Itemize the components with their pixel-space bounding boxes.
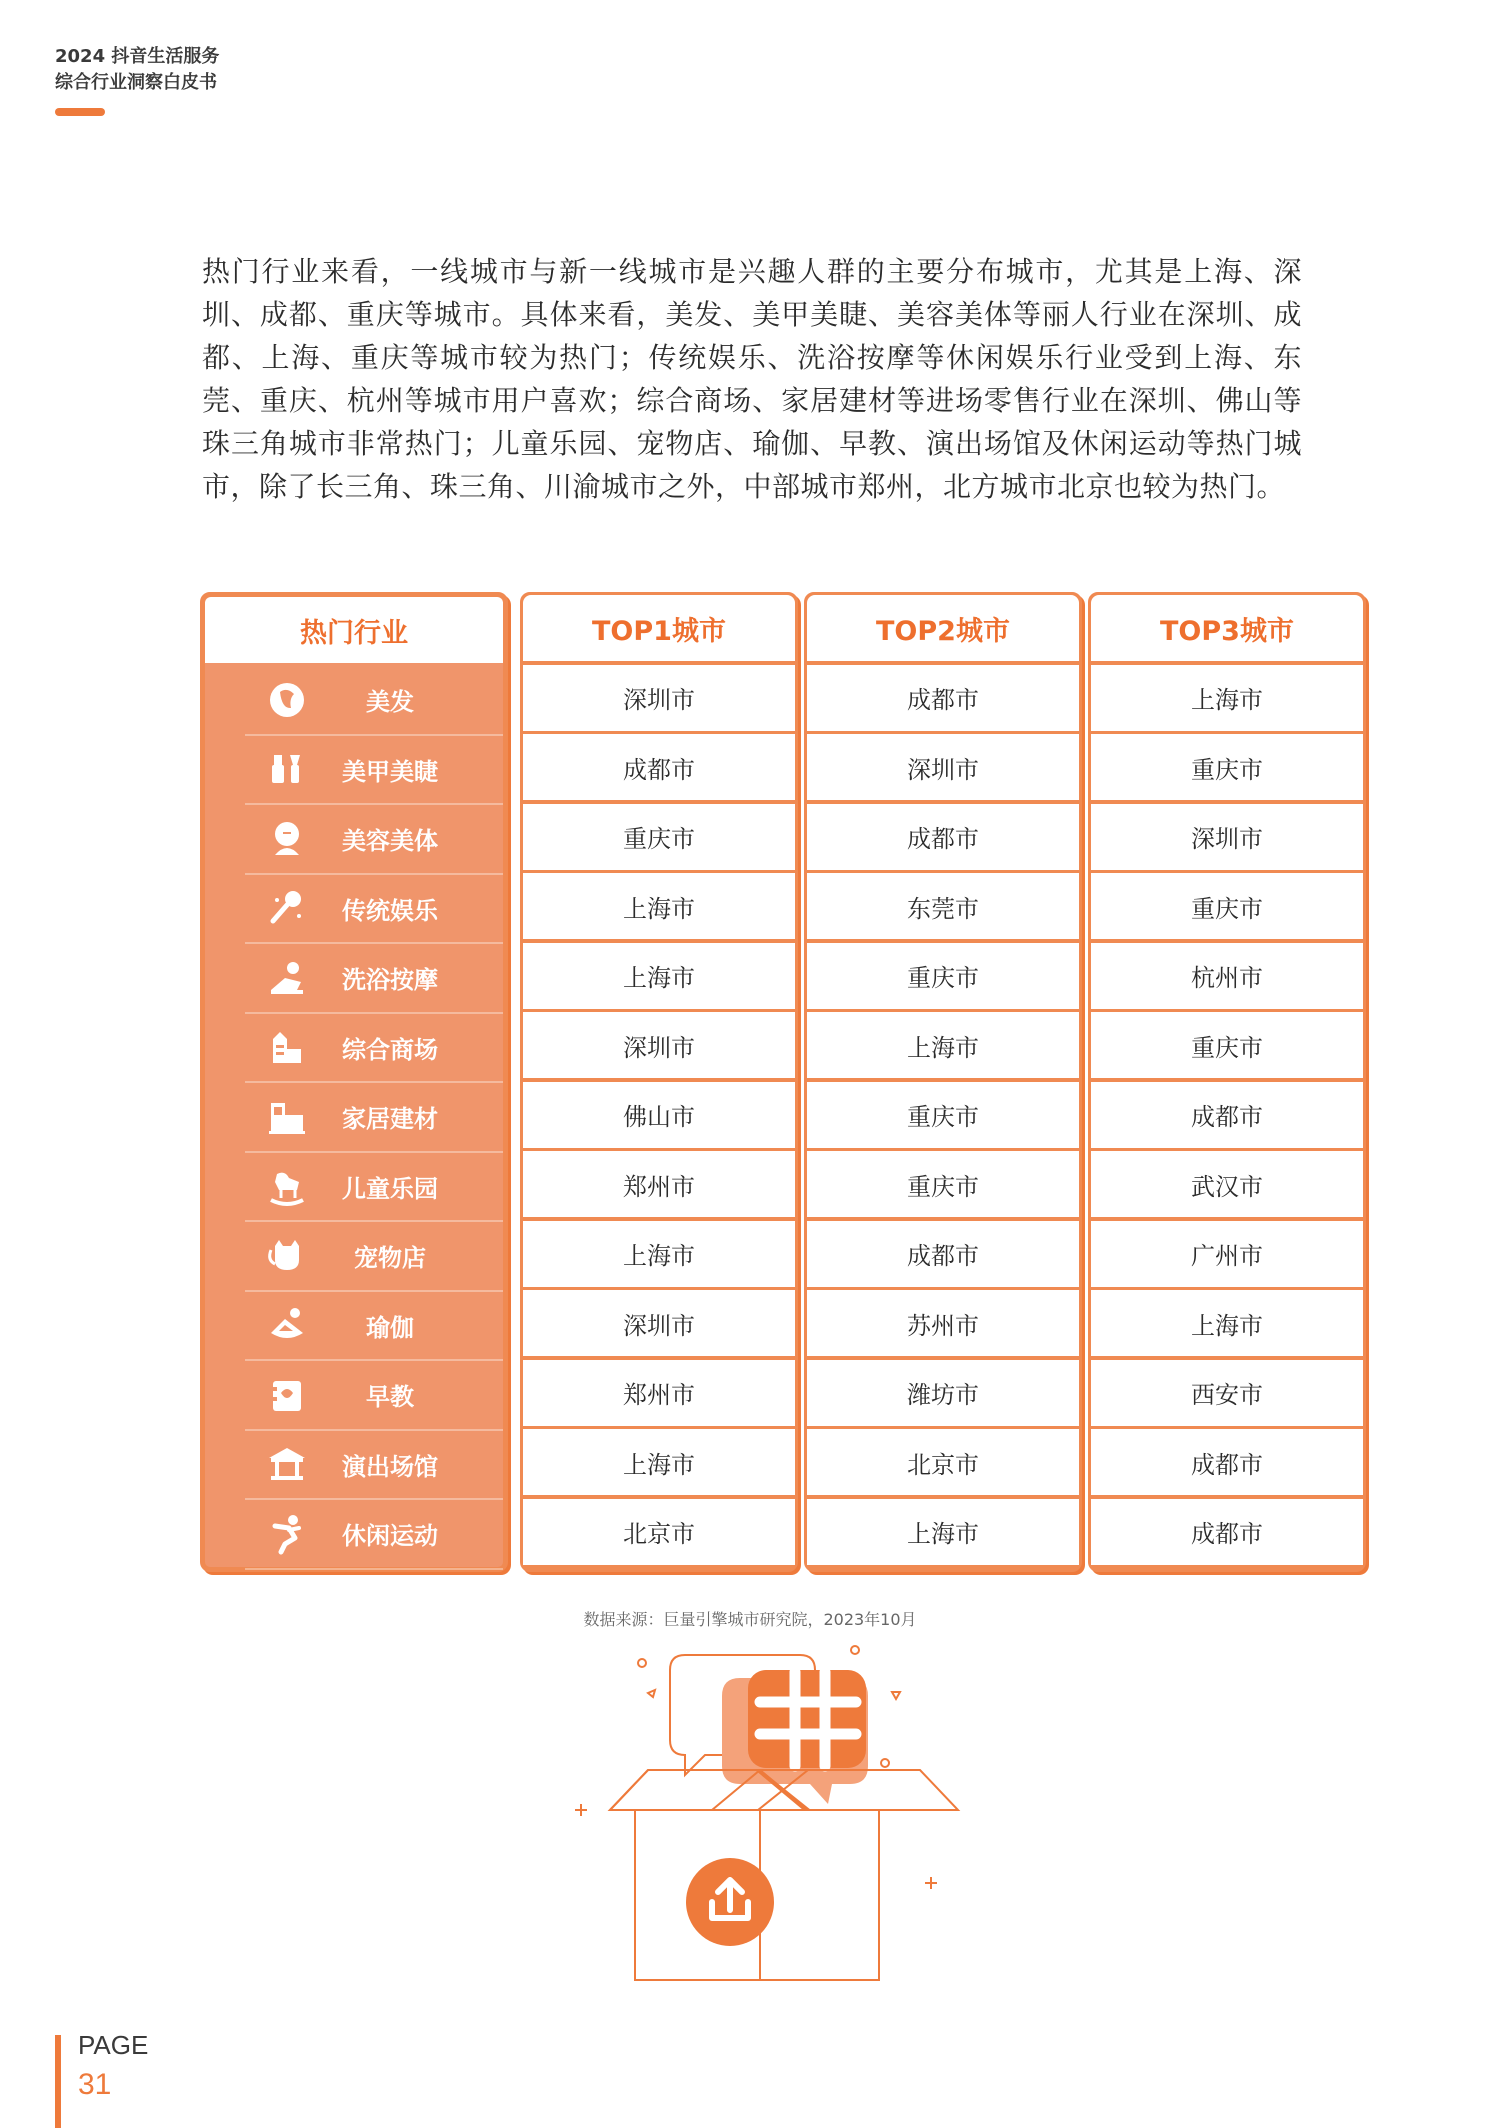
industry-label: 瑜伽 xyxy=(366,1313,414,1342)
top1-city-cell: 上海市 xyxy=(523,873,795,939)
industry-row xyxy=(205,806,503,872)
industry-label: 美容美体 xyxy=(342,827,438,855)
top3-city-cell: 西安市 xyxy=(1091,1360,1363,1426)
top2-city-cell: 潍坊市 xyxy=(807,1360,1079,1426)
industry-label: 美甲美睫 xyxy=(342,757,438,786)
page-number: 31 xyxy=(78,2068,112,2101)
mall-icon xyxy=(265,1025,309,1069)
top3-city-cell: 杭州市 xyxy=(1091,943,1363,1009)
data-source-note: 数据来源：巨量引擎城市研究院，2023年10月 xyxy=(583,1610,917,1629)
industry-row xyxy=(205,1014,503,1080)
top2-city-cell: 北京市 xyxy=(807,1429,1079,1495)
top3-city-cell: 广州市 xyxy=(1091,1221,1363,1287)
industry-label: 宠物店 xyxy=(354,1244,426,1272)
industry-row xyxy=(205,667,503,733)
industry-label: 家居建材 xyxy=(342,1105,438,1133)
top1-city-cell: 上海市 xyxy=(523,1429,795,1495)
top2-city-cell: 重庆市 xyxy=(807,943,1079,1009)
industry-label: 美发 xyxy=(366,688,414,716)
industry-row xyxy=(205,1084,503,1150)
top2-city-cell: 上海市 xyxy=(807,1499,1079,1565)
top2-city-cell: 重庆市 xyxy=(807,1082,1079,1148)
top1-column xyxy=(520,592,798,1572)
top1-city-cell: 上海市 xyxy=(523,943,795,1009)
industry-column xyxy=(200,592,508,1572)
top2-city-cell: 重庆市 xyxy=(807,1151,1079,1217)
hot-industry-city-table xyxy=(200,592,1368,1574)
industry-row xyxy=(205,1223,503,1289)
top3-city-cell: 重庆市 xyxy=(1091,734,1363,800)
industry-label: 儿童乐园 xyxy=(342,1174,438,1203)
top1-city-cell: 郑州市 xyxy=(523,1151,795,1217)
page-accent-bar xyxy=(55,2035,61,2128)
industry-row xyxy=(205,736,503,802)
top1-city-cell: 佛山市 xyxy=(523,1082,795,1148)
industry-row xyxy=(205,945,503,1011)
top3-city-cell: 武汉市 xyxy=(1091,1151,1363,1217)
top2-city-cell: 东莞市 xyxy=(807,873,1079,939)
top3-city-cell: 深圳市 xyxy=(1091,804,1363,870)
top3-city-cell: 上海市 xyxy=(1091,665,1363,731)
yoga-icon xyxy=(265,1303,309,1347)
furniture-icon xyxy=(265,1095,309,1139)
nail-polish-icon xyxy=(265,747,309,791)
top3-city-cell: 重庆市 xyxy=(1091,873,1363,939)
top1-city-cell: 北京市 xyxy=(523,1499,795,1565)
face-icon xyxy=(265,817,309,861)
intro-paragraph: 热门行业来看，一线城市与新一线城市是兴趣人群的主要分布城市，尤其是上海、深圳、成都、重庆等城市。具体来看，美发、美甲美睫、美容美体等丽人行业在深圳、成都、上海、重庆等城市较为热门；传统娱乐、洗浴按摩等休闲娱乐行业受到上海、东莞、重庆、杭州等城市用户喜欢；综合商场、家居建材等进场零售行业在深圳、佛山等珠三角城市非常热门；儿童乐园、宠物店、瑜伽、早教、演出场馆及休闲运动等热门城市，除了长三角、珠三角、川渝城市之外，中部城市郑州，北方城市北京也较为热门。 xyxy=(202,255,1302,503)
page-label: PAGE xyxy=(78,2030,149,2060)
header-accent-bar xyxy=(55,108,105,116)
industry-row xyxy=(205,1292,503,1358)
top2-column-header: TOP2城市 xyxy=(807,595,1079,661)
top1-city-cell: 深圳市 xyxy=(523,665,795,731)
hair-icon xyxy=(265,678,309,722)
top3-city-cell: 重庆市 xyxy=(1091,1012,1363,1078)
report-title-line1: 2024 抖音生活服务 xyxy=(55,46,220,67)
top2-city-cell: 成都市 xyxy=(807,1221,1079,1287)
top3-city-cell: 成都市 xyxy=(1091,1499,1363,1565)
top3-city-cell: 成都市 xyxy=(1091,1429,1363,1495)
microphone-icon xyxy=(265,886,309,930)
industry-label: 综合商场 xyxy=(342,1035,438,1064)
top2-city-cell: 上海市 xyxy=(807,1012,1079,1078)
cat-icon xyxy=(265,1234,309,1278)
top2-city-cell: 深圳市 xyxy=(807,734,1079,800)
top2-city-cell: 成都市 xyxy=(807,665,1079,731)
report-title-line2: 综合行业洞察白皮书 xyxy=(55,72,217,93)
top1-city-cell: 深圳市 xyxy=(523,1290,795,1356)
top1-column-header: TOP1城市 xyxy=(523,595,795,661)
top2-column xyxy=(804,592,1082,1572)
top2-city-cell: 苏州市 xyxy=(807,1290,1079,1356)
top1-city-cell: 郑州市 xyxy=(523,1360,795,1426)
industry-row xyxy=(205,1431,503,1497)
massage-icon xyxy=(265,956,309,1000)
industry-row xyxy=(205,1362,503,1428)
industry-label: 休闲运动 xyxy=(342,1522,438,1550)
top3-city-cell: 上海市 xyxy=(1091,1290,1363,1356)
top1-city-cell: 上海市 xyxy=(523,1221,795,1287)
hashtag-box-icon xyxy=(550,1640,970,2004)
report-header xyxy=(55,44,219,116)
industry-row xyxy=(205,875,503,941)
top1-city-cell: 深圳市 xyxy=(523,1012,795,1078)
theater-icon xyxy=(265,1442,309,1486)
top1-city-cell: 重庆市 xyxy=(523,804,795,870)
industry-label: 早教 xyxy=(366,1383,414,1411)
runner-icon xyxy=(265,1512,309,1556)
top2-city-cell: 成都市 xyxy=(807,804,1079,870)
top1-city-cell: 成都市 xyxy=(523,734,795,800)
industry-label: 演出场馆 xyxy=(342,1452,438,1481)
book-icon xyxy=(265,1373,309,1417)
top3-column-header: TOP3城市 xyxy=(1091,595,1363,661)
industry-row xyxy=(205,1153,503,1219)
industry-label: 洗浴按摩 xyxy=(342,966,438,994)
industry-column-header: 热门行业 xyxy=(205,597,503,663)
rocking-horse-icon xyxy=(265,1164,309,1208)
top3-column xyxy=(1088,592,1366,1572)
industry-label: 传统娱乐 xyxy=(342,896,438,925)
top3-city-cell: 成都市 xyxy=(1091,1082,1363,1148)
industry-row xyxy=(205,1501,503,1567)
